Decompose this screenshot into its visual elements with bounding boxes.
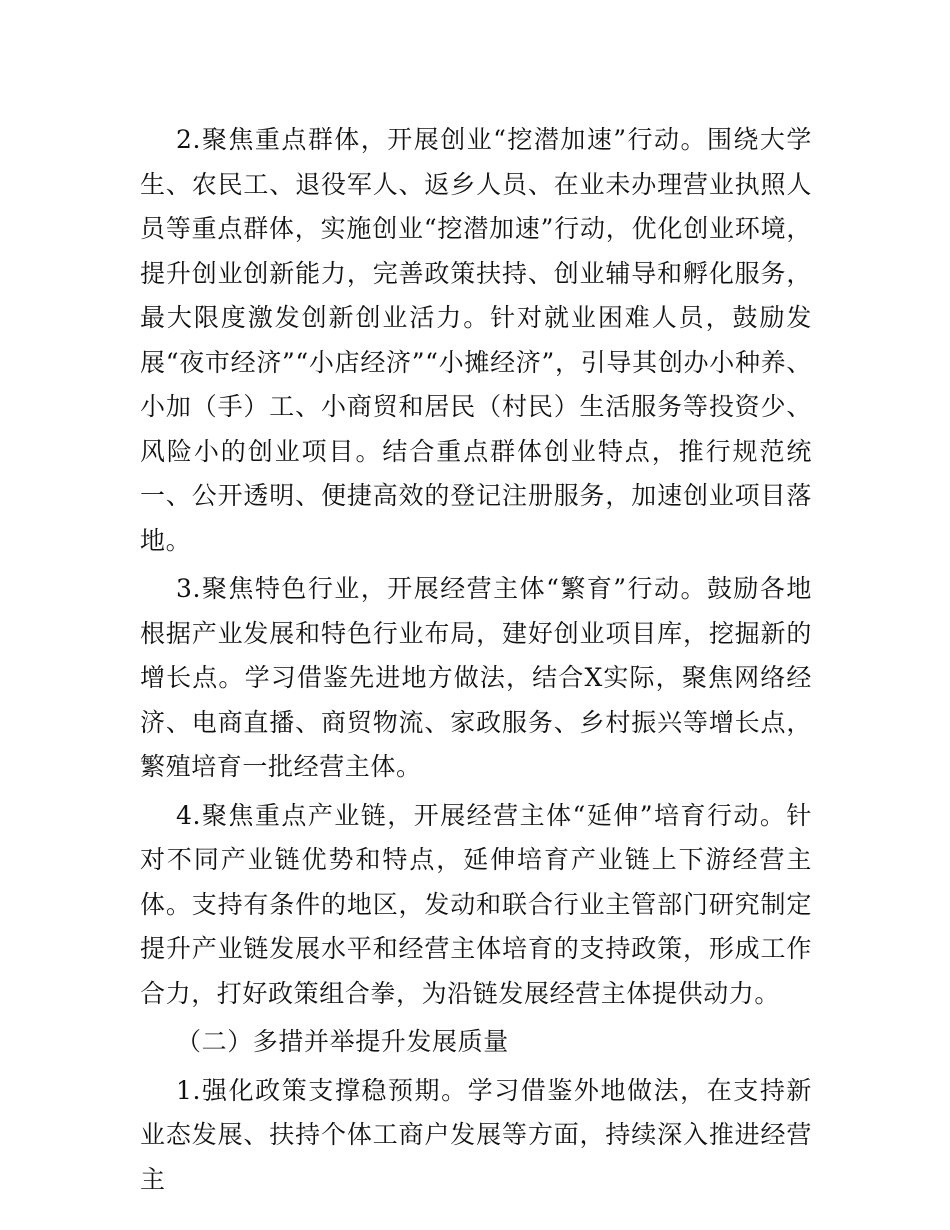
section-heading: （二）多措并举提升发展质量: [176, 1027, 509, 1056]
paragraph-industry-chain: 4.聚焦重点产业链，开展经营主体“延伸”培育行动。针对不同产业链优势和特点，延伸培育产业链上下游经营主体。支持有条件的地区，发动和联合行业主管部门研究制定提升产业链发展水平和经营主体培育的支持政策，形成工作合力，打好政策组合拳，为沿链发展经营主体提供动力。: [140, 800, 812, 1008]
document-body: [140, 118, 812, 1202]
paragraph-policy-support: 1.强化政策支撑稳预期。学习借鉴外地做法，在支持新业态发展、扶持个体工商户发展等方面，持续深入推进经营主: [140, 1075, 812, 1194]
paragraph-specialty-industries: 3.聚焦特色行业，开展经营主体“繁育”行动。鼓励各地根据产业发展和特色行业布局，建好创业项目库，挖掘新的增长点。学习借鉴先进地方做法，结合X实际，聚焦网络经济、电商直播、商贸物流、家政服务、乡村振兴等增长点，繁殖培育一批经营主体。: [140, 574, 812, 781]
paragraph-key-groups: 2.聚焦重点群体，开展创业“挖潜加速”行动。围绕大学生、农民工、退役军人、返乡人员、在业未办理营业执照人员等重点群体，实施创业“挖潜加速”行动，优化创业环境，提升创业创新能力，完善政策扶持、创业辅导和孵化服务，最大限度激发创新创业活力。针对就业困难人员，鼓励发展“夜市经济”“小店经济”“小摊经济”，引导其创办小种养、小加（手）工、小商贸和居民（村民）生活服务等投资少、风险小的创业项目。结合重点群体创业特点，推行规范统一、公开透明、便捷高效的登记注册服务，加速创业项目落地。: [140, 125, 812, 555]
